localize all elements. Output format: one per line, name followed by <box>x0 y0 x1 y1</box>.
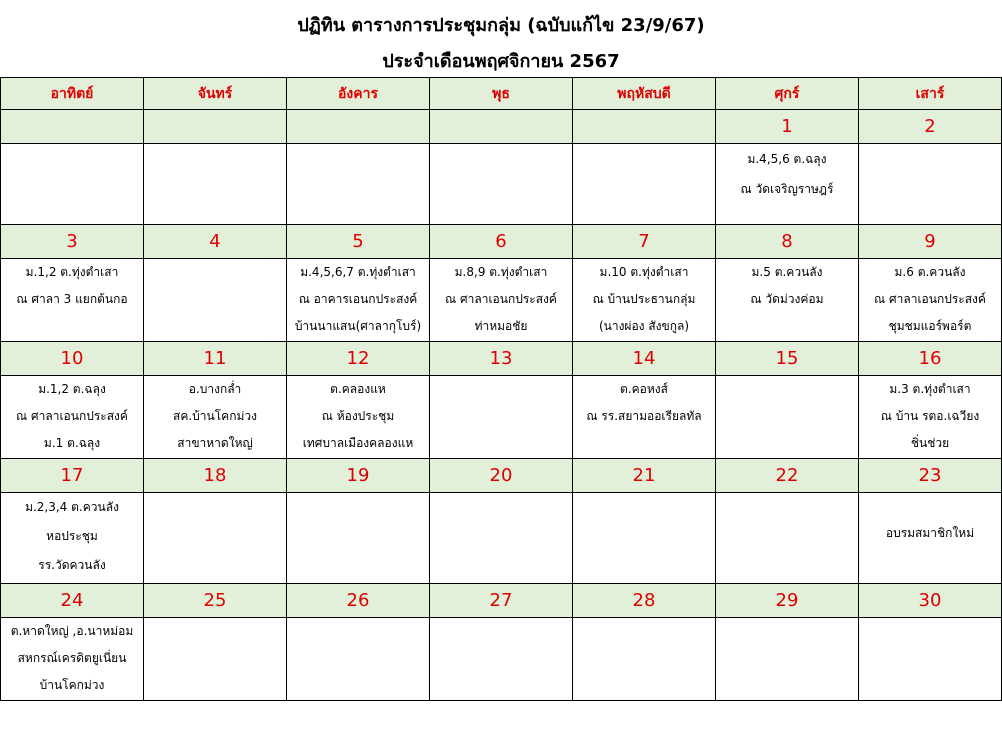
weekday-thursday: พฤหัสบดี <box>573 78 716 110</box>
day-number: 1 <box>716 110 859 144</box>
day-notes <box>144 376 287 459</box>
note-line: ณ บ้านประธานกลุ่ม <box>592 292 696 306</box>
day-notes <box>859 618 1002 701</box>
day-notes <box>144 144 287 225</box>
week-notes-row <box>1 376 1002 459</box>
note-line: สค.บ้านโคกม่วง <box>173 409 257 423</box>
day-number: 7 <box>573 225 716 259</box>
day-notes <box>716 493 859 584</box>
day-notes <box>573 376 716 459</box>
day-number: 30 <box>859 584 1002 618</box>
day-notes <box>430 144 573 225</box>
note-line: ม.10 ต.ทุ่งตำเสา <box>599 265 689 279</box>
weekday-friday: ศุกร์ <box>716 78 859 110</box>
note-line: ม.5 ต.ควนลัง <box>751 265 823 279</box>
week-notes-row <box>1 618 1002 701</box>
note-line: สาขาหาดใหญ่ <box>177 436 253 450</box>
weekday-tuesday: อังคาร <box>287 78 430 110</box>
day-notes <box>1 493 144 584</box>
note-line: สหกรณ์เครดิตยูเนี่ยน <box>17 651 127 665</box>
note-line: ณ ศาลาเอนกประสงค์ <box>16 409 128 423</box>
day-notes <box>573 493 716 584</box>
note-line: ม.4,5,6,7 ต.ทุ่งตำเสา <box>300 265 416 279</box>
day-number: 11 <box>144 342 287 376</box>
weekday-monday: จันทร์ <box>144 78 287 110</box>
week-number-row <box>1 584 1002 618</box>
day-notes <box>573 618 716 701</box>
day-notes <box>430 493 573 584</box>
note-line: ม.4,5,6 ต.ฉลุง <box>747 152 827 166</box>
note-line <box>859 493 1001 520</box>
day-number: 14 <box>573 342 716 376</box>
calendar-subtitle: ประจำเดือนพฤศจิกายน 2567 <box>382 51 620 72</box>
note-line: บ้านโคกม่วง <box>39 678 105 692</box>
day-number: 16 <box>859 342 1002 376</box>
week-number-row <box>1 225 1002 259</box>
day-notes <box>1 144 144 225</box>
day-number: 8 <box>716 225 859 259</box>
note-line: ต.คอหงส์ <box>620 382 668 396</box>
day-notes <box>1 618 144 701</box>
note-line: ท่าหมอชัย <box>474 319 528 333</box>
day-notes <box>144 618 287 701</box>
day-notes <box>430 618 573 701</box>
day-number: 3 <box>1 225 144 259</box>
day-number: 23 <box>859 459 1002 493</box>
note-line: ณ วัดเจริญราษฎร์ <box>740 182 834 196</box>
day-number: 9 <box>859 225 1002 259</box>
day-notes <box>573 144 716 225</box>
day-number: 28 <box>573 584 716 618</box>
day-number: 12 <box>287 342 430 376</box>
weekday-wednesday: พุธ <box>430 78 573 110</box>
weekday-header-row <box>1 78 1002 110</box>
week-notes-row <box>1 259 1002 342</box>
note-line: หอประชุม <box>46 529 98 543</box>
day-notes <box>716 618 859 701</box>
note-line: ณ อาคารเอนกประสงค์ <box>298 292 418 306</box>
week-number-row <box>1 459 1002 493</box>
note-line: บ้านนาแสน(ศาลากุโบร์) <box>294 319 422 333</box>
week-number-row <box>1 342 1002 376</box>
day-number: 26 <box>287 584 430 618</box>
note-line: เทศบาลเมืองคลองแห <box>302 436 414 450</box>
day-number: 22 <box>716 459 859 493</box>
day-number: 10 <box>1 342 144 376</box>
day-notes <box>573 259 716 342</box>
day-number <box>1 110 144 144</box>
day-number: 29 <box>716 584 859 618</box>
note-line: ณ บ้าน รตอ.เฉวียง <box>880 409 980 423</box>
day-notes <box>144 493 287 584</box>
day-number: 21 <box>573 459 716 493</box>
day-number: 2 <box>859 110 1002 144</box>
day-number: 18 <box>144 459 287 493</box>
note-line: ม.8,9 ต.ทุ่งตำเสา <box>454 265 548 279</box>
note-line: ณ ห้องประชุม <box>321 409 395 423</box>
day-notes <box>287 618 430 701</box>
day-number: 15 <box>716 342 859 376</box>
day-number <box>144 110 287 144</box>
note-line: อ.บางกล่ำ <box>188 382 242 396</box>
note-line: ม.1,2 ต.ทุ่งตำเสา <box>25 265 119 279</box>
week-number-row <box>1 110 1002 144</box>
day-notes <box>430 376 573 459</box>
note-line: ต.คลองแห <box>330 382 386 396</box>
day-notes <box>859 493 1002 584</box>
day-number: 13 <box>430 342 573 376</box>
day-notes <box>430 259 573 342</box>
day-notes <box>1 376 144 459</box>
day-notes <box>859 144 1002 225</box>
note-line: ชุมชมแอร์พอร์ต <box>888 319 972 333</box>
week-notes-row <box>1 493 1002 584</box>
day-notes <box>859 376 1002 459</box>
weekday-sunday: อาทิตย์ <box>1 78 144 110</box>
note-line: ม.1,2 ต.ฉลุง <box>38 382 106 396</box>
day-number: 27 <box>430 584 573 618</box>
calendar-table <box>0 77 1002 701</box>
note-line: ณ ศาลาเอนกประสงค์ <box>445 292 557 306</box>
day-number: 4 <box>144 225 287 259</box>
note-line: ม.1 ต.ฉลุง <box>43 436 101 450</box>
day-number <box>573 110 716 144</box>
day-notes <box>716 259 859 342</box>
day-notes <box>144 259 287 342</box>
note-line: ม.3 ต.ทุ่งตำเสา <box>889 382 971 396</box>
day-notes <box>859 259 1002 342</box>
note-line: (นางผ่อง สังขกูล) <box>598 319 690 333</box>
note-line: ณ ศาลา 3 แยกต้นกอ <box>16 292 128 306</box>
day-notes <box>716 144 859 225</box>
note-line: อบรมสมาชิกใหม่ <box>885 526 975 540</box>
day-notes <box>716 376 859 459</box>
day-notes <box>287 493 430 584</box>
calendar-title: ปฏิทิน ตารางการประชุมกลุ่ม (ฉบับแก้ไข 23/9/67) <box>297 15 705 36</box>
day-number: 24 <box>1 584 144 618</box>
day-notes <box>287 144 430 225</box>
note-line: รร.วัดควนลัง <box>38 558 106 572</box>
day-number: 19 <box>287 459 430 493</box>
day-notes <box>287 259 430 342</box>
day-number: 20 <box>430 459 573 493</box>
day-number: 5 <box>287 225 430 259</box>
note-line: ม.2,3,4 ต.ควนลัง <box>25 500 119 514</box>
note-line: ม.6 ต.ควนลัง <box>894 265 966 279</box>
note-line: ณ วัดม่วงค่อม <box>750 292 824 306</box>
day-number: 6 <box>430 225 573 259</box>
day-number: 25 <box>144 584 287 618</box>
note-line: ณ ศาลาเอนกประสงค์ <box>874 292 986 306</box>
day-number <box>287 110 430 144</box>
day-number <box>430 110 573 144</box>
note-line: ชิ่นช่วย <box>910 436 950 450</box>
day-notes <box>1 259 144 342</box>
weekday-saturday: เสาร์ <box>859 78 1002 110</box>
week-notes-row <box>1 144 1002 225</box>
day-number: 17 <box>1 459 144 493</box>
day-notes <box>287 376 430 459</box>
note-line: ณ รร.สยามออเรียลทัล <box>586 409 702 423</box>
note-line: ต.หาดใหญ่ ,อ.นาหม่อม <box>10 624 134 638</box>
